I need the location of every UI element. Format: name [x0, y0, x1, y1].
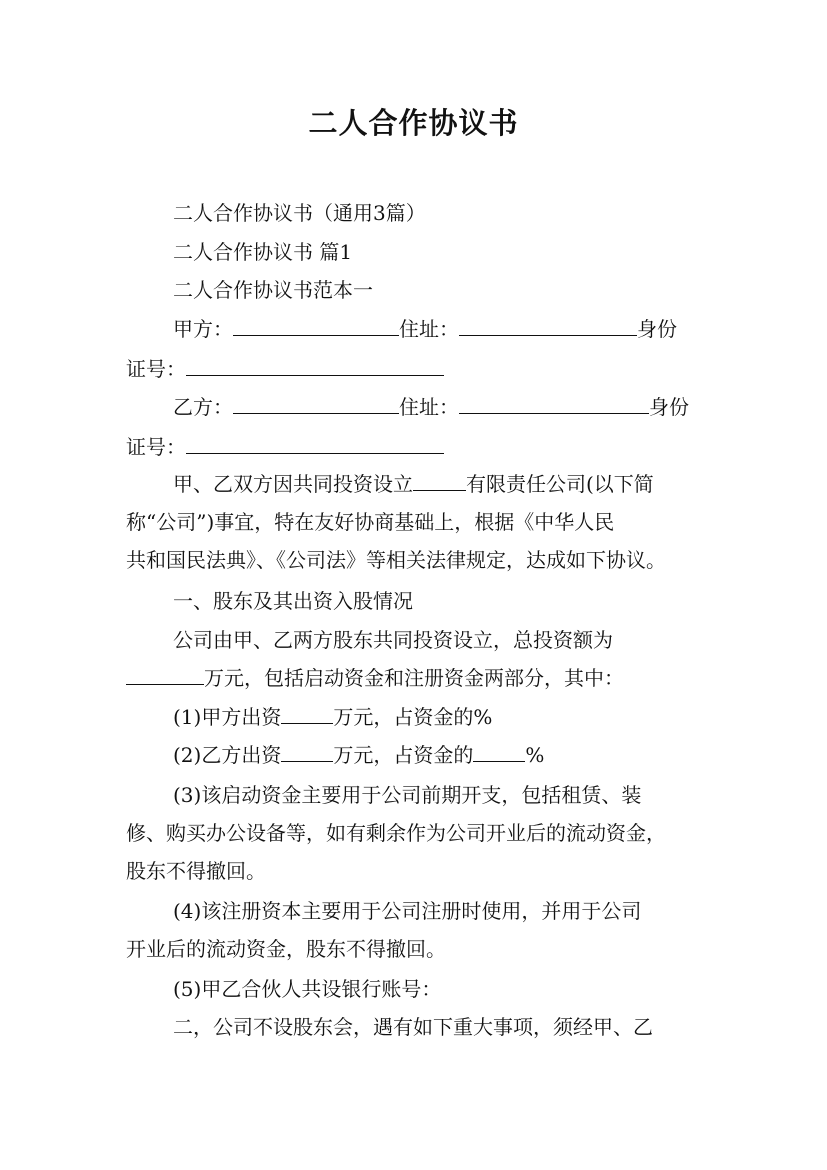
list-item-text: %: [525, 743, 545, 767]
list-item: [173, 741, 544, 769]
party-a-amount-blank: [281, 703, 333, 724]
list-item: [173, 703, 492, 731]
party-b-label: 乙方：: [173, 395, 233, 419]
paragraph-line: 公司由甲、乙两方股东共同投资设立，总投资额为: [173, 628, 613, 652]
party-a-address-blank: [459, 315, 637, 336]
paragraph-text: 称“公司”)事宜，特在友好协商基础上，根据《中华人民: [126, 510, 615, 534]
list-item-text: 万元，占资金的: [333, 743, 474, 767]
party-b-percent-blank: [473, 741, 525, 762]
party-a-address-label: 住址：: [399, 317, 459, 341]
party-a-line: [173, 315, 677, 343]
paragraph-text: 甲、乙双方因共同投资设立: [173, 472, 413, 496]
list-item-continued: 股东不得撤回。: [126, 859, 266, 883]
party-a-id-blank: [186, 355, 444, 376]
list-item: (4)该注册资本主要用于公司注册时使用，并用于公司: [173, 899, 642, 923]
party-b-id-label-tail: 证号：: [126, 435, 186, 459]
paragraph-line: [126, 508, 703, 536]
list-item-continued: 开业后的流动资金，股东不得撤回。: [126, 937, 446, 961]
paragraph-line: 共和国民法典》、《公司法》等相关法律规定，达成如下协议。: [126, 548, 666, 572]
paragraph-text: 有限责任公司(以下简: [466, 472, 654, 496]
list-item-text: 修、购买办公设备等，如有剩余作为公司开业后的流动资金，: [126, 821, 666, 845]
party-a-id-line: [126, 355, 444, 383]
company-name-blank: [413, 470, 466, 491]
list-item-text: (2)乙方出资: [173, 743, 282, 767]
party-b-id-label-head: 身份: [649, 395, 689, 419]
list-item: (3)该启动资金主要用于公司前期开支，包括租赁、装: [173, 783, 642, 807]
party-a-id-label-head: 身份: [637, 317, 677, 341]
party-a-id-label-tail: 证号：: [126, 357, 186, 381]
list-item: (5)甲乙合伙人共设银行账号：: [173, 977, 442, 1001]
list-item-continued: [126, 819, 703, 847]
party-b-id-line: [126, 433, 444, 461]
list-item-text: (1)甲方出资: [173, 705, 282, 729]
paragraph-line: [173, 470, 654, 498]
section-heading: 二人合作协议书 篇1: [173, 240, 353, 264]
party-b-address-label: 住址：: [399, 395, 459, 419]
party-b-line: [173, 393, 689, 421]
party-a-name-blank: [233, 315, 399, 336]
party-b-name-blank: [233, 393, 399, 414]
party-b-amount-blank: [281, 741, 333, 762]
list-item-text: 万元，占资金的%: [333, 705, 493, 729]
section-title: 二，公司不设股东会，遇有如下重大事项，须经甲、乙: [173, 1015, 653, 1039]
paragraph-line: [126, 664, 624, 692]
template-heading: 二人合作协议书范本一: [173, 278, 373, 302]
party-a-label: 甲方：: [173, 317, 233, 341]
subtitle-line: 二人合作协议书（通用3篇）: [173, 201, 426, 225]
party-b-id-blank: [186, 433, 444, 454]
document-title: 二人合作协议书: [308, 106, 519, 140]
party-b-address-blank: [459, 393, 649, 414]
total-investment-blank: [126, 664, 204, 685]
section-title: 一、股东及其出资入股情况: [173, 589, 413, 613]
paragraph-text: 万元，包括启动资金和注册资金两部分，其中：: [204, 666, 624, 690]
